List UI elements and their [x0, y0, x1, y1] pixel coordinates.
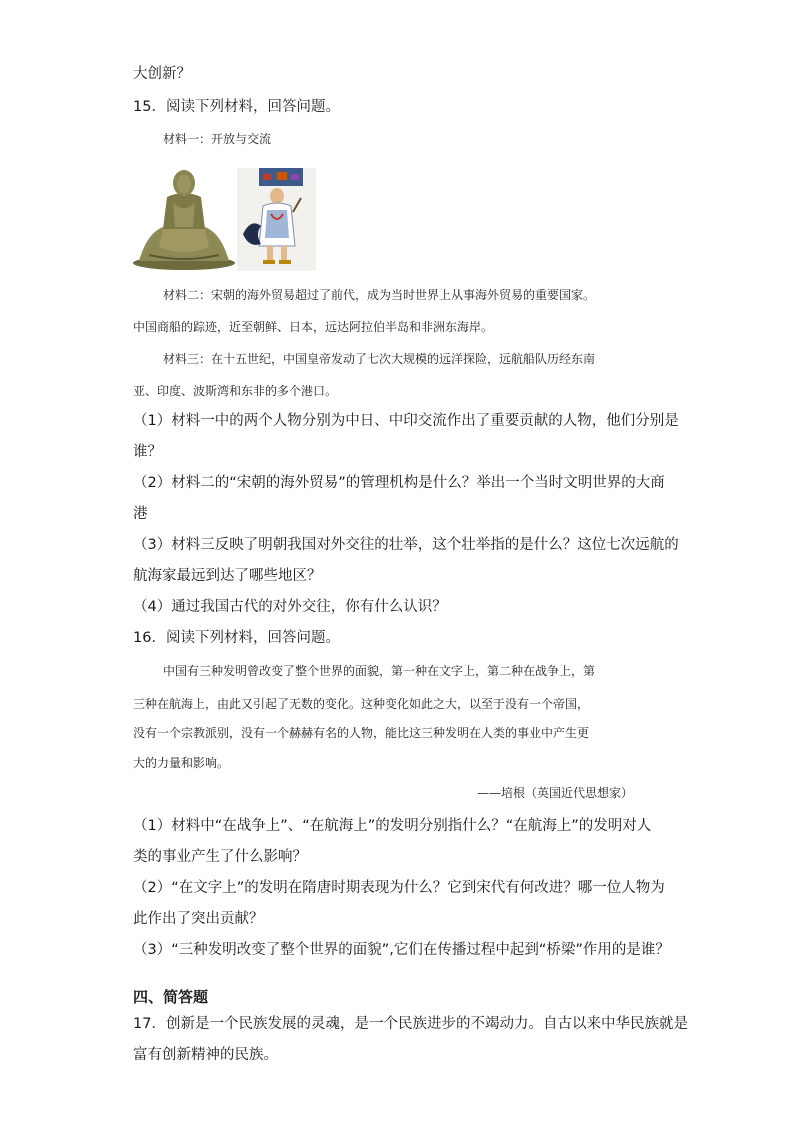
text-line: 大创新？	[133, 66, 191, 82]
section-heading-short-answer: 四、简答题	[133, 988, 209, 1006]
bacon-quote-line3: 没有一个宗教派别，没有一个赫赫有名的人物，能比这三种发明在人类的事业中产生更	[133, 726, 590, 740]
q15-sub2-line2: 港	[133, 506, 148, 522]
q15-sub3-line2: 航海家最远到达了哪些地区？	[133, 568, 322, 584]
traveling-monk-painting-image	[237, 168, 316, 271]
bacon-quote-line1: 中国有三种发明曾改变了整个世界的面貌，第一种在文字上，第二种在战争上，第	[163, 664, 596, 678]
q15-sub3-line1: （3）材料三反映了明朝我国对外交往的壮举，这个壮举指的是什么？这位七次远航的	[133, 537, 679, 553]
question-15-heading: 15．阅读下列材料，回答问题。	[133, 99, 340, 115]
q15-sub2-line1: （2）材料二的“宋朝的海外贸易”的管理机构是什么？举出一个当时文明世界的大商	[133, 475, 665, 491]
q16-sub2-line1: （2）“在文字上”的发明在隋唐时期表现为什么？它到宋代有何改进？哪一位人物为	[133, 880, 665, 896]
q15-sub1-line2: 谁？	[133, 444, 162, 460]
q16-sub1-line1: （1）材料中“在战争上”、“在航海上”的发明分别指什么？“在航海上”的发明对人	[133, 818, 652, 834]
bacon-quote-line4: 大的力量和影响。	[133, 756, 230, 770]
material-two-line2: 中国商船的踪迹，近至朝鲜、日本，远达阿拉伯半岛和非洲东海岸。	[133, 320, 494, 334]
bacon-quote-line2: 三种在航海上，由此又引起了无数的变化。这种变化如此之大，以至于没有一个帝国，	[133, 697, 590, 711]
q16-sub3: （3）“三种发明改变了整个世界的面貌”,它们在传播过程中起到“桥梁”作用的是谁？	[133, 942, 670, 958]
q17-line1: 17．创新是一个民族发展的灵魂，是一个民族进步的不竭动力。自古以来中华民族就是	[133, 1016, 688, 1032]
material-three-line1: 材料三：在十五世纪，中国皇帝发动了七次大规模的远洋探险，远航船队历经东南	[163, 352, 596, 366]
q17-line2: 富有创新精神的民族。	[133, 1047, 278, 1063]
seated-monk-statue-image	[133, 163, 235, 271]
q16-sub2-line2: 此作出了突出贡献？	[133, 911, 264, 927]
q16-sub1-line2: 类的事业产生了什么影响？	[133, 849, 307, 865]
question-16-heading: 16．阅读下列材料，回答问题。	[133, 630, 340, 646]
material-three-line2: 亚、印度、波斯湾和东非的多个港口。	[133, 384, 338, 398]
material-two-line1: 材料二：宋朝的海外贸易超过了前代，成为当时世界上从事海外贸易的重要国家。	[163, 288, 596, 302]
q15-sub4: （4）通过我国古代的对外交往，你有什么认识？	[133, 599, 447, 615]
material-one-label: 材料一：开放与交流	[163, 132, 272, 146]
quote-attribution: ——培根（英国近代思想家）	[477, 786, 634, 800]
q15-sub1-line1: （1）材料一中的两个人物分别为中日、中印交流作出了重要贡献的人物，他们分别是	[133, 413, 679, 429]
